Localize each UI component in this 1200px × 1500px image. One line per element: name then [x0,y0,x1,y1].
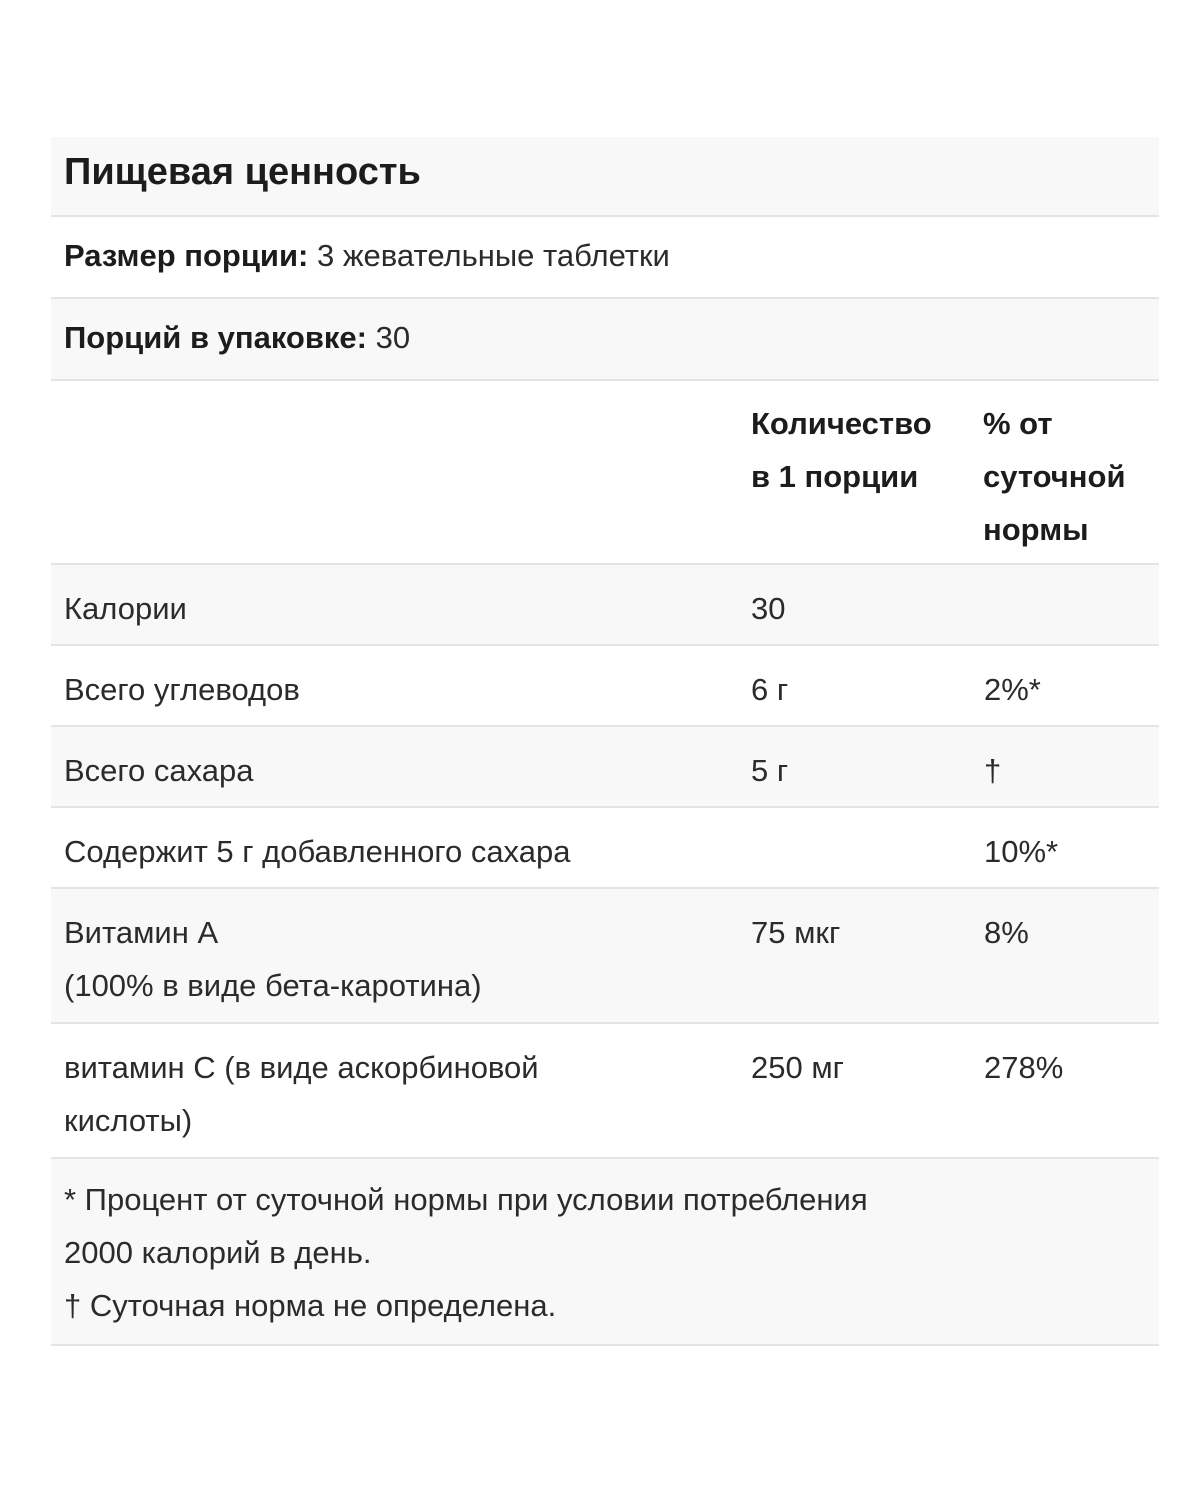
nutrient-name-detail: кислоты) [64,1103,193,1138]
nutrient-name: Калории [64,591,187,626]
table-row [51,889,1159,1024]
header-daily-value-cell [972,397,1159,556]
nutrient-amount: 75 мкг [751,915,841,950]
table-row [51,1024,1159,1159]
nutrient-amount: 5 г [751,753,789,788]
table-row [51,646,1159,727]
serving-size-value: 3 жевательные таблетки [316,238,670,273]
header-amount-line: в 1 порции [751,459,919,494]
nutrient-daily-value: 278% [984,1050,1064,1085]
header-daily-value-line: % от [983,406,1053,441]
nutrient-name-detail: (100% в виде бета-каротина) [64,968,482,1003]
nutrient-name: витамин С (в виде аскорбиновой [64,1050,539,1085]
nutrient-amount: 6 г [751,672,789,707]
nutrition-title: Пищевая ценность [64,151,421,193]
footnote-line: * Процент от суточной нормы при условии потребления [64,1182,868,1217]
nutrition-title-row [51,137,1159,217]
nutrient-daily-value: 2%* [984,672,1041,707]
table-row [51,808,1159,889]
nutrient-amount: 30 [751,591,786,626]
footnote-line: 2000 калорий в день. [64,1235,372,1270]
servings-per-container-row [51,299,1159,381]
nutrient-name: Содержит 5 г добавленного сахара [64,834,571,869]
header-daily-value-line: нормы [983,512,1089,547]
nutrient-name: Всего углеводов [64,672,300,707]
nutrient-name: Всего сахара [64,753,254,788]
footnote-line: † Суточная норма не определена. [64,1288,557,1323]
nutrient-amount: 250 мг [751,1050,844,1085]
nutrition-facts-panel [51,137,1159,1346]
header-daily-value-line: суточной [983,459,1126,494]
nutrient-daily-value: † [984,753,1002,788]
header-amount-cell [739,397,972,503]
servings-per-container-label: Порций в упаковке: [64,320,367,355]
table-row [51,727,1159,808]
nutrient-name: Витамин А [64,915,219,950]
serving-size-label: Размер порции: [64,238,309,273]
serving-size-row [51,217,1159,299]
nutrient-daily-value: 8% [984,915,1029,950]
header-amount-line: Количество [751,406,932,441]
footnotes [51,1159,1159,1346]
servings-per-container-value: 30 [375,320,411,355]
table-row [51,565,1159,646]
nutrient-daily-value: 10%* [984,834,1059,869]
table-header-row [51,377,1159,565]
